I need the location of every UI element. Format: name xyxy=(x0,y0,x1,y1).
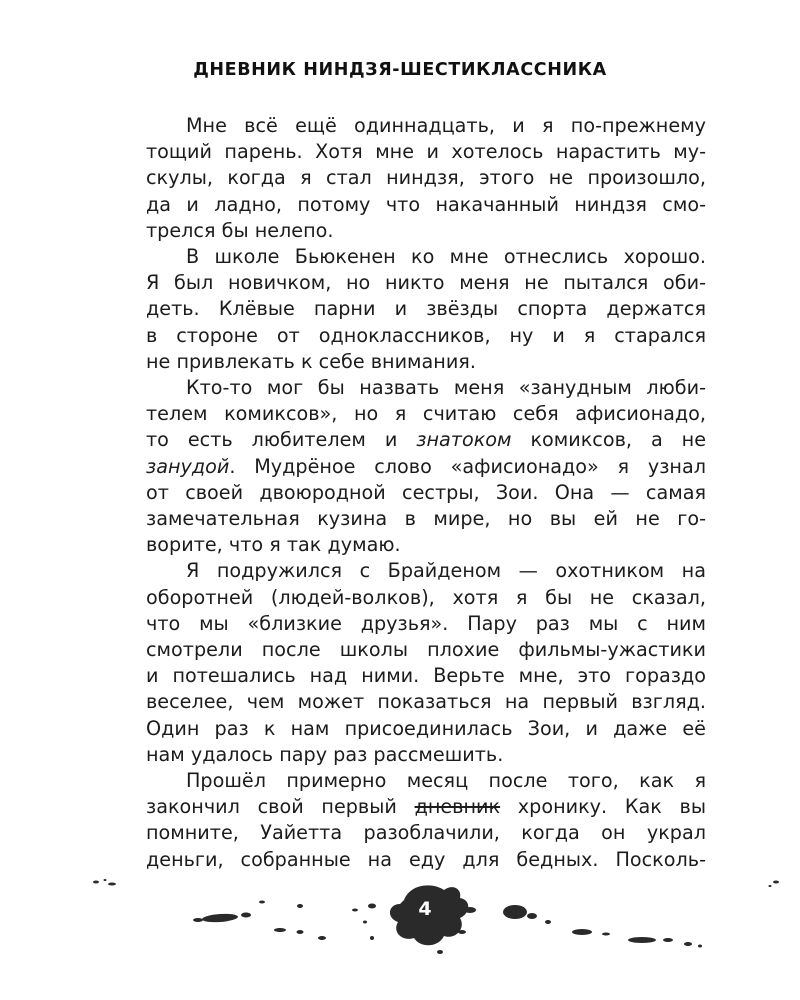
text-line: В школе Бьюкенен ко мне отнеслись хорошо. xyxy=(186,245,706,269)
text-line: смотрели после школы плохие фильмы-ужастики xyxy=(146,638,706,662)
text-line xyxy=(146,427,706,453)
text-line: Мне всё ещё одиннадцать, и я по-прежнему xyxy=(186,114,706,137)
text-line: трелся бы нелепо. xyxy=(146,218,334,242)
text-line: и потешались над ними. Верьте мне, это гораздо xyxy=(146,664,706,688)
text-line xyxy=(146,794,706,820)
strikethrough-text: дневник xyxy=(414,795,501,819)
text-line: от своей двоюродной сестры, Зои. Она — самая xyxy=(146,480,706,504)
text-line: нам удалось пару раз рассмешить. xyxy=(146,742,504,766)
text-line: скулы, когда я стал ниндзя, этого не произошло, xyxy=(146,166,706,190)
text-line: тощий парень. Хотя мне и хотелось нарастить му- xyxy=(146,140,706,164)
text-line: Прошёл примерно месяц после того, как я xyxy=(186,769,706,793)
text-line: телем комиксов», но я считаю себя афисионадо, xyxy=(146,402,706,426)
text-line: деньги, собранные на еду для бедных. Посколь- xyxy=(146,847,706,871)
paragraph-2 xyxy=(146,244,706,375)
text-line: в стороне от одноклассников, ну и я старался xyxy=(146,323,706,347)
text-line: замечательная кузина в мире, но вы ей не го- xyxy=(146,507,706,531)
body-text xyxy=(146,113,706,873)
text-line: Я подружился с Брайденом — охотником на xyxy=(186,559,706,583)
text-line: ворите, что я так думаю. xyxy=(146,533,401,557)
text-line: что мы «близкие друзья». Пару раз мы с ним xyxy=(146,611,706,635)
paragraph-4 xyxy=(146,558,706,768)
text-line: деть. Клёвые парни и звёзды спорта держатся xyxy=(146,297,706,321)
text-line: помните, Уайетта разоблачили, когда он украл xyxy=(146,821,706,845)
paragraph-5 xyxy=(146,768,706,873)
page-number: 4 xyxy=(418,898,432,920)
ink-splatter-decoration xyxy=(0,870,800,1000)
text-line: не привлекать к себе внимания. xyxy=(146,349,476,373)
text-line xyxy=(146,454,706,480)
text-fragment: хронику. Как вы xyxy=(500,795,706,819)
text-fragment: комиксов, а не xyxy=(511,428,707,452)
text-line: Я был новичком, но никто меня не пытался оби- xyxy=(146,271,706,295)
text-line: веселее, чем может показаться на первый взгляд. xyxy=(146,690,706,714)
paragraph-3 xyxy=(146,375,706,558)
text-line: Кто-то мог бы назвать меня «занудным люби- xyxy=(186,376,706,400)
paragraph-1 xyxy=(146,113,706,244)
italic-text: знатоком xyxy=(416,428,512,452)
italic-text: занудой xyxy=(146,454,230,478)
running-header: ДНЕВНИК НИНДЗЯ-ШЕСТИКЛАССНИКА xyxy=(193,60,607,80)
text-line: да и ладно, потому что накачанный ниндзя смо- xyxy=(146,192,706,216)
text-fragment: закончил свой первый xyxy=(146,795,415,819)
text-line: оборотней (людей-волков), хотя я бы не сказал, xyxy=(146,585,706,609)
text-line: Один раз к нам присоединилась Зои, и даже её xyxy=(146,716,706,740)
text-fragment: . Мудрёное слово «афисионадо» я узнал xyxy=(229,454,706,478)
text-fragment: то есть любителем и xyxy=(146,428,417,452)
